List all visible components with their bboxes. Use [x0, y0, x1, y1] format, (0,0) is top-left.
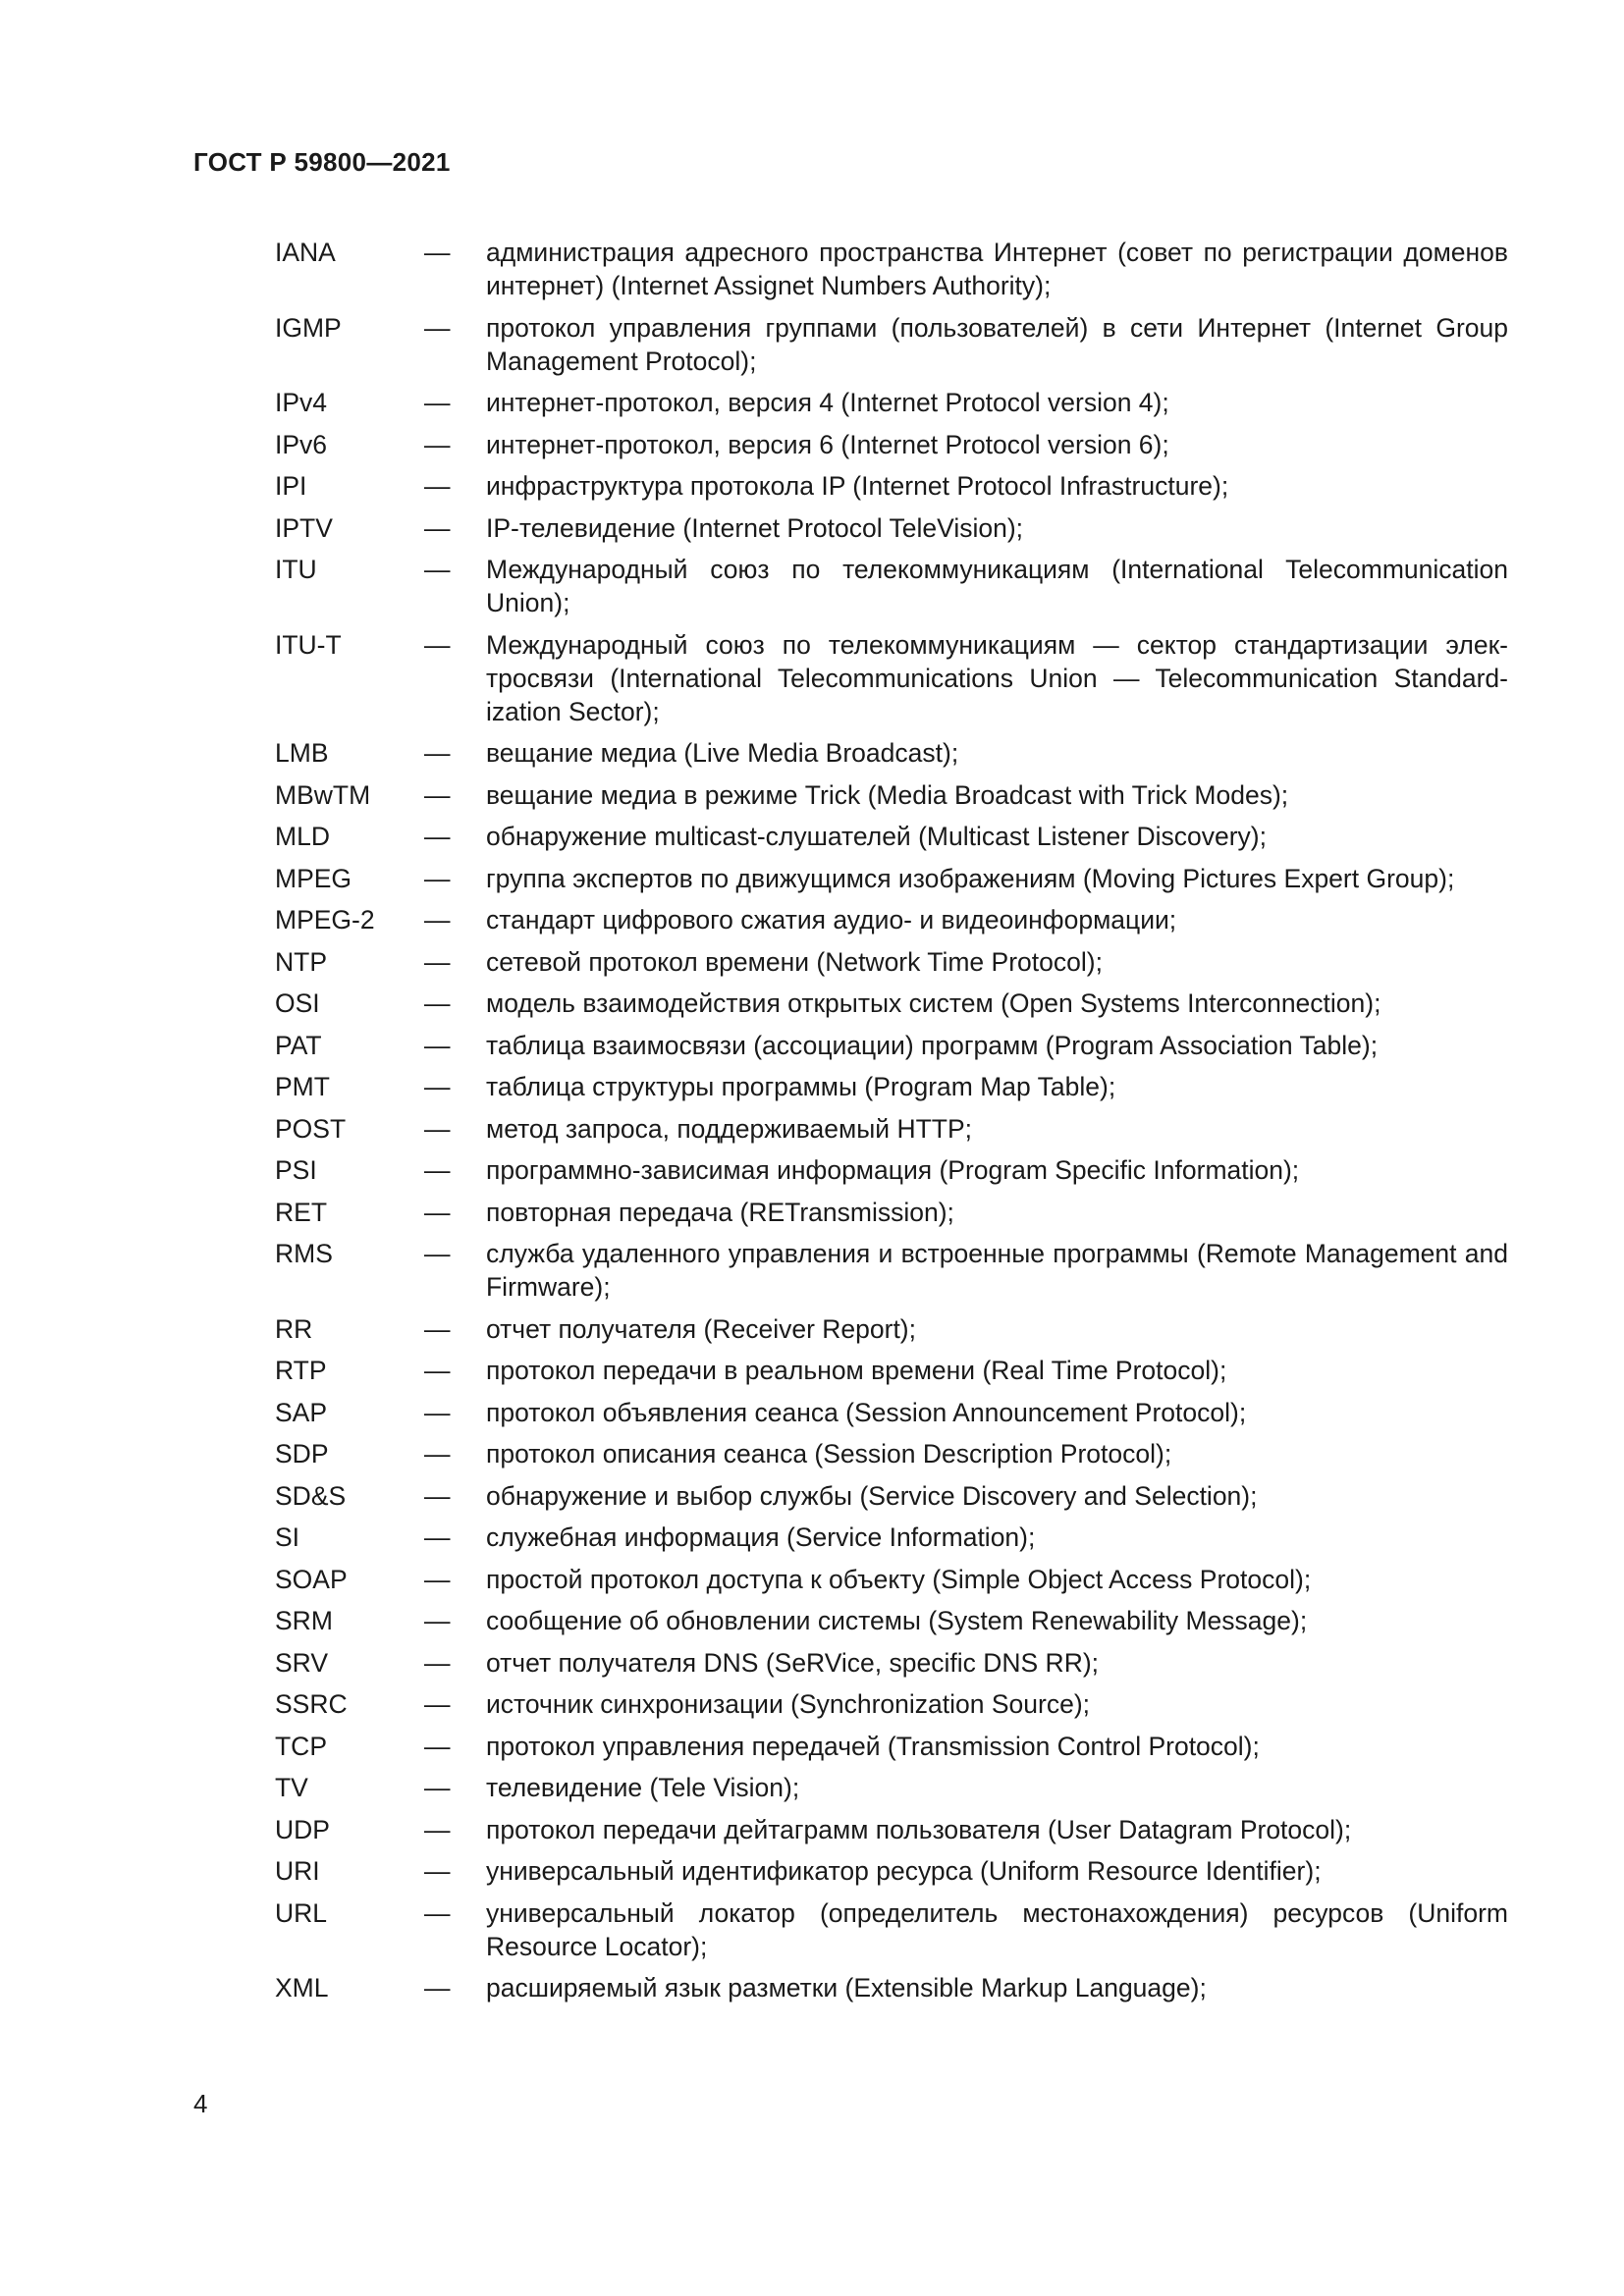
- abbreviation-row: [275, 311, 1508, 378]
- abbreviation-definition: инфраструктура протокола IP (Internet Protocol Infrastructure);: [486, 471, 1229, 501]
- abbreviation-row: [275, 1479, 1508, 1513]
- abbreviation-row: [275, 1396, 1508, 1429]
- abbreviation-row: [275, 1521, 1508, 1554]
- abbreviation-row: [275, 1563, 1508, 1596]
- abbreviation-term: SSRC: [275, 1689, 348, 1719]
- abbreviation-definition: источник синхронизации (Synchronization Source);: [486, 1689, 1091, 1719]
- abbreviation-term: ITU: [275, 555, 317, 584]
- abbreviation-definition: протокол описания сеанса (Session Description Protocol);: [486, 1439, 1172, 1468]
- abbreviation-definition: протокол управления группами (пользователей) в сети Интернет (Internet Group Management Protocol);: [486, 312, 1508, 376]
- abbreviation-definition: модель взаимодействия открытых систем (Open Systems Interconnection);: [486, 988, 1381, 1018]
- abbreviation-dash: —: [424, 1155, 451, 1185]
- abbreviation-dash: —: [424, 1564, 451, 1594]
- abbreviation-definition: обнаружение multicast-слушателей (Multicast Listener Discovery);: [486, 822, 1267, 851]
- abbreviation-term: LMB: [275, 738, 329, 768]
- abbreviation-definition: сообщение об обновлении системы (System Renewability Message);: [486, 1606, 1308, 1635]
- abbreviation-dash: —: [424, 388, 451, 417]
- abbreviation-definition: таблица структуры программы (Program Map Table);: [486, 1072, 1116, 1101]
- abbreviation-dash: —: [424, 1397, 451, 1427]
- abbreviation-definition: служебная информация (Service Information);: [486, 1522, 1036, 1552]
- abbreviation-row: [275, 778, 1508, 812]
- abbreviation-dash: —: [424, 1973, 451, 2002]
- abbreviation-dash: —: [424, 1072, 451, 1101]
- abbreviation-term: MLD: [275, 822, 330, 851]
- abbreviation-row: [275, 469, 1508, 503]
- abbreviation-term: IANA: [275, 238, 336, 267]
- abbreviation-dash: —: [424, 1113, 451, 1144]
- abbreviation-list: [275, 236, 1508, 2013]
- abbreviation-term: URI: [275, 1856, 320, 1886]
- abbreviation-term: MPEG: [275, 863, 352, 893]
- abbreviation-row: [275, 553, 1508, 619]
- abbreviation-definition: протокол передачи дейтаграмм пользователя (User Datagram Protocol);: [486, 1814, 1352, 1844]
- abbreviation-dash: —: [424, 1480, 451, 1511]
- abbreviation-term: TCP: [275, 1731, 327, 1761]
- abbreviation-term: POST: [275, 1113, 347, 1144]
- abbreviation-dash: —: [424, 988, 451, 1018]
- abbreviation-dash: —: [424, 1197, 451, 1227]
- abbreviation-term: IPv6: [275, 429, 328, 459]
- abbreviation-row: [275, 1604, 1508, 1637]
- abbreviation-term: RR: [275, 1313, 313, 1344]
- abbreviation-definition: простой протокол доступа к объекту (Simple Object Access Protocol);: [486, 1564, 1312, 1594]
- abbreviation-definition: IP-телевидение (Internet Protocol TeleVision);: [486, 512, 1024, 543]
- abbreviation-dash: —: [424, 1773, 451, 1802]
- abbreviation-term: SI: [275, 1522, 300, 1552]
- page-number: 4: [193, 2089, 208, 2118]
- abbreviation-definition: расширяемый язык разметки (Extensible Markup Language);: [486, 1973, 1207, 2002]
- abbreviation-dash: —: [424, 1897, 451, 1928]
- abbreviation-row: [275, 1237, 1508, 1304]
- abbreviation-term: RMS: [275, 1239, 333, 1268]
- abbreviation-dash: —: [424, 512, 451, 543]
- abbreviation-dash: —: [424, 1239, 451, 1268]
- abbreviation-row: [275, 1771, 1508, 1804]
- abbreviation-dash: —: [424, 471, 451, 501]
- abbreviation-dash: —: [424, 555, 451, 584]
- abbreviation-row: [275, 820, 1508, 853]
- abbreviation-row: [275, 1730, 1508, 1763]
- abbreviation-term: RTP: [275, 1356, 327, 1385]
- abbreviation-dash: —: [424, 429, 451, 459]
- abbreviation-dash: —: [424, 905, 451, 934]
- abbreviation-term: IGMP: [275, 312, 342, 343]
- abbreviation-term: SRM: [275, 1606, 333, 1635]
- abbreviation-definition: Международный союз по телекоммуникациям (International Telecommunication Union);: [486, 555, 1508, 617]
- abbreviation-definition: стандарт цифрового сжатия аудио- и видеоинформации;: [486, 905, 1177, 934]
- abbreviation-row: [275, 236, 1508, 302]
- abbreviation-dash: —: [424, 1356, 451, 1385]
- abbreviation-term: XML: [275, 1973, 329, 2002]
- abbreviation-dash: —: [424, 738, 451, 768]
- abbreviation-dash: —: [424, 1313, 451, 1344]
- abbreviation-definition: отчет получателя (Receiver Report);: [486, 1313, 916, 1344]
- abbreviation-row: [275, 1687, 1508, 1721]
- abbreviation-definition: протокол управления передачей (Transmission Control Protocol);: [486, 1731, 1260, 1761]
- abbreviation-definition: программно-зависимая информация (Program Specific Information);: [486, 1155, 1300, 1185]
- abbreviation-row: [275, 1153, 1508, 1187]
- abbreviation-definition: универсальный локатор (определитель местонахождения) ресурсов (Uniform Resource Locator);: [486, 1897, 1508, 1961]
- abbreviation-row: [275, 945, 1508, 979]
- abbreviation-row: [275, 1312, 1508, 1346]
- abbreviation-definition: повторная передача (RETransmission);: [486, 1197, 954, 1227]
- abbreviation-definition: обнаружение и выбор службы (Service Discovery and Selection);: [486, 1480, 1258, 1511]
- abbreviation-dash: —: [424, 1606, 451, 1635]
- abbreviation-row: [275, 511, 1508, 545]
- abbreviation-dash: —: [424, 238, 451, 267]
- abbreviation-term: IPTV: [275, 512, 333, 543]
- abbreviation-dash: —: [424, 1647, 451, 1678]
- document-header: ГОСТ Р 59800—2021: [193, 147, 451, 177]
- abbreviation-row: [275, 428, 1508, 461]
- abbreviation-definition: интернет-протокол, версия 6 (Internet Protocol version 6);: [486, 429, 1169, 459]
- abbreviation-definition: протокол передачи в реальном времени (Real Time Protocol);: [486, 1356, 1227, 1385]
- abbreviation-term: SOAP: [275, 1564, 348, 1594]
- abbreviation-row: [275, 736, 1508, 770]
- abbreviation-row: [275, 1437, 1508, 1470]
- abbreviation-row: [275, 1112, 1508, 1146]
- abbreviation-dash: —: [424, 946, 451, 977]
- abbreviation-definition: администрация адресного пространства Интернет (совет по регистрации доменов интернет) (Internet Assignet Numbers Authority);: [486, 238, 1508, 300]
- abbreviation-dash: —: [424, 1814, 451, 1844]
- abbreviation-dash: —: [424, 1731, 451, 1761]
- abbreviation-row: [275, 1029, 1508, 1062]
- abbreviation-term: NTP: [275, 946, 327, 977]
- abbreviation-definition: вещание медиа в режиме Trick (Media Broadcast with Trick Modes);: [486, 779, 1289, 810]
- abbreviation-definition: вещание медиа (Live Media Broadcast);: [486, 738, 959, 768]
- abbreviation-term: IPv4: [275, 388, 328, 417]
- abbreviation-term: IPI: [275, 471, 307, 501]
- abbreviation-definition: протокол объявления сеанса (Session Announcement Protocol);: [486, 1397, 1247, 1427]
- abbreviation-term: TV: [275, 1773, 308, 1802]
- abbreviation-row: [275, 1070, 1508, 1103]
- abbreviation-row: [275, 903, 1508, 936]
- abbreviation-term: URL: [275, 1897, 328, 1928]
- abbreviation-row: [275, 1813, 1508, 1846]
- abbreviation-definition: Международный союз по телекоммуникациям — сектор стандартизации электросвязи (International Telecommunications Union — Telecommunication Standardization Sector);: [486, 629, 1508, 726]
- abbreviation-row: [275, 1854, 1508, 1888]
- abbreviation-dash: —: [424, 629, 451, 660]
- abbreviation-term: SRV: [275, 1647, 329, 1678]
- abbreviation-dash: —: [424, 779, 451, 810]
- abbreviation-term: MBwTM: [275, 779, 371, 810]
- abbreviation-term: ITU-T: [275, 629, 342, 660]
- abbreviation-term: PAT: [275, 1030, 322, 1060]
- abbreviation-dash: —: [424, 1689, 451, 1719]
- abbreviation-row: [275, 1354, 1508, 1387]
- abbreviation-term: UDP: [275, 1814, 330, 1844]
- abbreviation-dash: —: [424, 312, 451, 343]
- abbreviation-term: OSI: [275, 988, 320, 1018]
- abbreviation-term: SD&S: [275, 1480, 347, 1511]
- abbreviation-dash: —: [424, 1522, 451, 1552]
- abbreviation-term: SDP: [275, 1439, 329, 1468]
- abbreviation-row: [275, 1196, 1508, 1229]
- abbreviation-dash: —: [424, 822, 451, 851]
- abbreviation-definition: группа экспертов по движущимся изображениям (Moving Pictures Expert Group);: [486, 863, 1455, 893]
- abbreviation-definition: отчет получателя DNS (SeRVice, specific DNS RR);: [486, 1647, 1100, 1678]
- abbreviation-row: [275, 1971, 1508, 2004]
- abbreviation-row: [275, 987, 1508, 1020]
- abbreviation-definition: таблица взаимосвязи (ассоциации) программ (Program Association Table);: [486, 1030, 1379, 1060]
- abbreviation-row: [275, 628, 1508, 728]
- abbreviation-definition: универсальный идентификатор ресурса (Uniform Resource Identifier);: [486, 1856, 1322, 1886]
- abbreviation-term: SAP: [275, 1397, 328, 1427]
- abbreviation-definition: телевидение (Tele Vision);: [486, 1773, 800, 1802]
- abbreviation-term: RET: [275, 1197, 327, 1227]
- abbreviation-row: [275, 1896, 1508, 1963]
- abbreviation-definition: метод запроса, поддерживаемый HTTP;: [486, 1113, 972, 1144]
- abbreviation-dash: —: [424, 1030, 451, 1060]
- abbreviation-definition: интернет-протокол, версия 4 (Internet Protocol version 4);: [486, 388, 1169, 417]
- abbreviation-term: PMT: [275, 1072, 330, 1101]
- abbreviation-dash: —: [424, 1856, 451, 1886]
- abbreviation-dash: —: [424, 1439, 451, 1468]
- abbreviation-row: [275, 386, 1508, 419]
- abbreviation-dash: —: [424, 863, 451, 893]
- abbreviation-definition: сетевой протокол времени (Network Time Protocol);: [486, 946, 1103, 977]
- abbreviation-term: MPEG-2: [275, 905, 375, 934]
- abbreviation-term: PSI: [275, 1155, 317, 1185]
- abbreviation-definition: служба удаленного управления и встроенные программы (Remote Management and Firmware);: [486, 1239, 1508, 1302]
- abbreviation-row: [275, 1646, 1508, 1680]
- abbreviation-row: [275, 862, 1508, 895]
